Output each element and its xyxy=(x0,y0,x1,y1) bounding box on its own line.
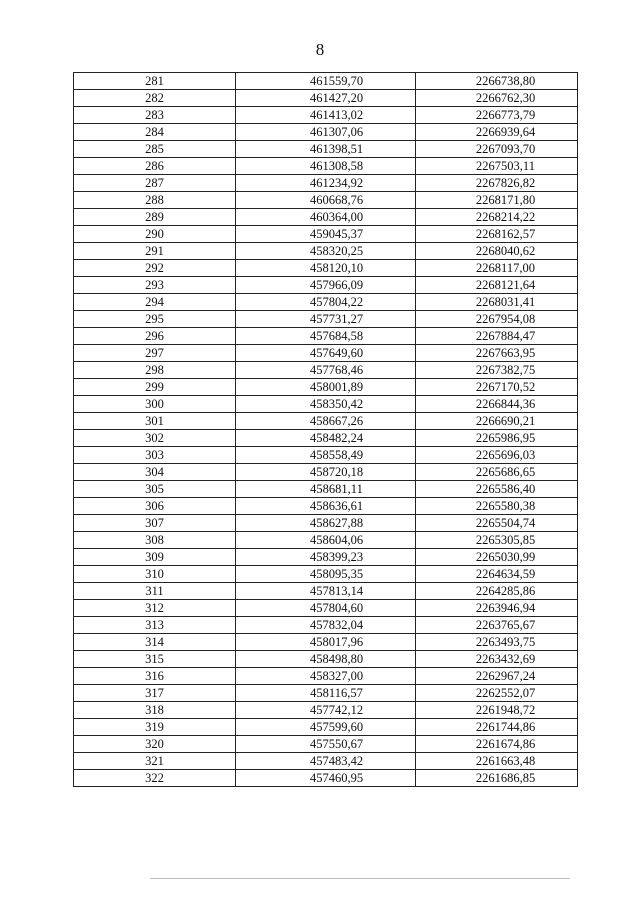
y-coordinate-cell: 2267884,47 xyxy=(416,328,578,345)
y-coordinate-cell: 2267954,08 xyxy=(416,311,578,328)
y-coordinate-cell: 2264285,86 xyxy=(416,583,578,600)
point-number-cell: 321 xyxy=(74,753,236,770)
x-coordinate-cell: 458681,11 xyxy=(236,481,416,498)
y-coordinate-cell: 2261948,72 xyxy=(416,702,578,719)
point-number-cell: 298 xyxy=(74,362,236,379)
table-row xyxy=(74,124,578,141)
point-number-cell: 312 xyxy=(74,600,236,617)
x-coordinate-cell: 457742,12 xyxy=(236,702,416,719)
coordinates-table xyxy=(73,72,578,787)
point-number-cell: 288 xyxy=(74,192,236,209)
x-coordinate-cell: 457599,60 xyxy=(236,719,416,736)
x-coordinate-cell: 458120,10 xyxy=(236,260,416,277)
x-coordinate-cell: 458095,35 xyxy=(236,566,416,583)
table-row xyxy=(74,770,578,787)
y-coordinate-cell: 2261686,85 xyxy=(416,770,578,787)
y-coordinate-cell: 2266762,30 xyxy=(416,90,578,107)
y-coordinate-cell: 2267382,75 xyxy=(416,362,578,379)
table-row xyxy=(74,345,578,362)
x-coordinate-cell: 457804,22 xyxy=(236,294,416,311)
x-coordinate-cell: 460364,00 xyxy=(236,209,416,226)
point-number-cell: 284 xyxy=(74,124,236,141)
y-coordinate-cell: 2268040,62 xyxy=(416,243,578,260)
x-coordinate-cell: 457832,04 xyxy=(236,617,416,634)
table-row xyxy=(74,243,578,260)
table-row xyxy=(74,430,578,447)
point-number-cell: 307 xyxy=(74,515,236,532)
table-row xyxy=(74,447,578,464)
y-coordinate-cell: 2268162,57 xyxy=(416,226,578,243)
table-row xyxy=(74,498,578,515)
table-row xyxy=(74,532,578,549)
point-number-cell: 315 xyxy=(74,651,236,668)
x-coordinate-cell: 457460,95 xyxy=(236,770,416,787)
table-row xyxy=(74,226,578,243)
y-coordinate-cell: 2263946,94 xyxy=(416,600,578,617)
y-coordinate-cell: 2268117,00 xyxy=(416,260,578,277)
y-coordinate-cell: 2263493,75 xyxy=(416,634,578,651)
table-row xyxy=(74,464,578,481)
y-coordinate-cell: 2266738,80 xyxy=(416,73,578,90)
point-number-cell: 311 xyxy=(74,583,236,600)
point-number-cell: 294 xyxy=(74,294,236,311)
y-coordinate-cell: 2268214,22 xyxy=(416,209,578,226)
table-row xyxy=(74,685,578,702)
y-coordinate-cell: 2263765,67 xyxy=(416,617,578,634)
table-row xyxy=(74,379,578,396)
y-coordinate-cell: 2265580,38 xyxy=(416,498,578,515)
x-coordinate-cell: 457804,60 xyxy=(236,600,416,617)
table-row xyxy=(74,362,578,379)
table-row xyxy=(74,634,578,651)
y-coordinate-cell: 2267826,82 xyxy=(416,175,578,192)
table-row xyxy=(74,481,578,498)
x-coordinate-cell: 457731,27 xyxy=(236,311,416,328)
coordinates-table-body xyxy=(74,73,578,787)
table-row xyxy=(74,753,578,770)
point-number-cell: 283 xyxy=(74,107,236,124)
point-number-cell: 314 xyxy=(74,634,236,651)
point-number-cell: 281 xyxy=(74,73,236,90)
page-number: 8 xyxy=(315,40,325,59)
x-coordinate-cell: 458604,06 xyxy=(236,532,416,549)
point-number-cell: 301 xyxy=(74,413,236,430)
table-row xyxy=(74,702,578,719)
point-number-cell: 305 xyxy=(74,481,236,498)
y-coordinate-cell: 2267663,95 xyxy=(416,345,578,362)
table-row xyxy=(74,141,578,158)
point-number-cell: 297 xyxy=(74,345,236,362)
point-number-cell: 309 xyxy=(74,549,236,566)
point-number-cell: 306 xyxy=(74,498,236,515)
y-coordinate-cell: 2261744,86 xyxy=(416,719,578,736)
table-row xyxy=(74,294,578,311)
y-coordinate-cell: 2261674,86 xyxy=(416,736,578,753)
point-number-cell: 291 xyxy=(74,243,236,260)
y-coordinate-cell: 2265686,65 xyxy=(416,464,578,481)
table-row xyxy=(74,651,578,668)
y-coordinate-cell: 2265305,85 xyxy=(416,532,578,549)
x-coordinate-cell: 457684,58 xyxy=(236,328,416,345)
x-coordinate-cell: 461559,70 xyxy=(236,73,416,90)
table-row xyxy=(74,515,578,532)
y-coordinate-cell: 2262967,24 xyxy=(416,668,578,685)
y-coordinate-cell: 2268171,80 xyxy=(416,192,578,209)
table-row xyxy=(74,73,578,90)
x-coordinate-cell: 461307,06 xyxy=(236,124,416,141)
point-number-cell: 286 xyxy=(74,158,236,175)
table-row xyxy=(74,396,578,413)
table-row xyxy=(74,260,578,277)
y-coordinate-cell: 2267093,70 xyxy=(416,141,578,158)
point-number-cell: 304 xyxy=(74,464,236,481)
point-number-cell: 318 xyxy=(74,702,236,719)
x-coordinate-cell: 458482,24 xyxy=(236,430,416,447)
table-row xyxy=(74,277,578,294)
point-number-cell: 289 xyxy=(74,209,236,226)
x-coordinate-cell: 461308,58 xyxy=(236,158,416,175)
y-coordinate-cell: 2266844,36 xyxy=(416,396,578,413)
x-coordinate-cell: 458001,89 xyxy=(236,379,416,396)
point-number-cell: 299 xyxy=(74,379,236,396)
x-coordinate-cell: 457649,60 xyxy=(236,345,416,362)
x-coordinate-cell: 457813,14 xyxy=(236,583,416,600)
table-row xyxy=(74,566,578,583)
point-number-cell: 293 xyxy=(74,277,236,294)
y-coordinate-cell: 2265986,95 xyxy=(416,430,578,447)
point-number-cell: 300 xyxy=(74,396,236,413)
y-coordinate-cell: 2268121,64 xyxy=(416,277,578,294)
table-row xyxy=(74,328,578,345)
table-row xyxy=(74,736,578,753)
x-coordinate-cell: 458399,23 xyxy=(236,549,416,566)
point-number-cell: 317 xyxy=(74,685,236,702)
x-coordinate-cell: 457550,67 xyxy=(236,736,416,753)
y-coordinate-cell: 2265586,40 xyxy=(416,481,578,498)
y-coordinate-cell: 2265696,03 xyxy=(416,447,578,464)
point-number-cell: 303 xyxy=(74,447,236,464)
table-row xyxy=(74,719,578,736)
x-coordinate-cell: 457966,09 xyxy=(236,277,416,294)
table-row xyxy=(74,158,578,175)
table-row xyxy=(74,192,578,209)
table-row xyxy=(74,209,578,226)
table-row xyxy=(74,600,578,617)
table-row xyxy=(74,175,578,192)
x-coordinate-cell: 461413,02 xyxy=(236,107,416,124)
y-coordinate-cell: 2262552,07 xyxy=(416,685,578,702)
table-row xyxy=(74,107,578,124)
table-row xyxy=(74,583,578,600)
table-row xyxy=(74,413,578,430)
point-number-cell: 295 xyxy=(74,311,236,328)
point-number-cell: 302 xyxy=(74,430,236,447)
x-coordinate-cell: 458017,96 xyxy=(236,634,416,651)
x-coordinate-cell: 458558,49 xyxy=(236,447,416,464)
x-coordinate-cell: 458116,57 xyxy=(236,685,416,702)
point-number-cell: 322 xyxy=(74,770,236,787)
bottom-divider xyxy=(150,878,570,879)
point-number-cell: 320 xyxy=(74,736,236,753)
y-coordinate-cell: 2266690,21 xyxy=(416,413,578,430)
x-coordinate-cell: 461427,20 xyxy=(236,90,416,107)
point-number-cell: 319 xyxy=(74,719,236,736)
x-coordinate-cell: 459045,37 xyxy=(236,226,416,243)
point-number-cell: 287 xyxy=(74,175,236,192)
point-number-cell: 282 xyxy=(74,90,236,107)
x-coordinate-cell: 458667,26 xyxy=(236,413,416,430)
point-number-cell: 290 xyxy=(74,226,236,243)
point-number-cell: 310 xyxy=(74,566,236,583)
y-coordinate-cell: 2266773,79 xyxy=(416,107,578,124)
y-coordinate-cell: 2261663,48 xyxy=(416,753,578,770)
table-row xyxy=(74,617,578,634)
y-coordinate-cell: 2268031,41 xyxy=(416,294,578,311)
y-coordinate-cell: 2266939,64 xyxy=(416,124,578,141)
y-coordinate-cell: 2265030,99 xyxy=(416,549,578,566)
table-row xyxy=(74,90,578,107)
x-coordinate-cell: 457768,46 xyxy=(236,362,416,379)
x-coordinate-cell: 458636,61 xyxy=(236,498,416,515)
point-number-cell: 308 xyxy=(74,532,236,549)
y-coordinate-cell: 2264634,59 xyxy=(416,566,578,583)
x-coordinate-cell: 458498,80 xyxy=(236,651,416,668)
point-number-cell: 285 xyxy=(74,141,236,158)
table-row xyxy=(74,311,578,328)
point-number-cell: 313 xyxy=(74,617,236,634)
x-coordinate-cell: 458720,18 xyxy=(236,464,416,481)
x-coordinate-cell: 461234,92 xyxy=(236,175,416,192)
x-coordinate-cell: 457483,42 xyxy=(236,753,416,770)
point-number-cell: 316 xyxy=(74,668,236,685)
point-number-cell: 296 xyxy=(74,328,236,345)
table-row xyxy=(74,668,578,685)
y-coordinate-cell: 2267503,11 xyxy=(416,158,578,175)
x-coordinate-cell: 460668,76 xyxy=(236,192,416,209)
x-coordinate-cell: 458320,25 xyxy=(236,243,416,260)
y-coordinate-cell: 2263432,69 xyxy=(416,651,578,668)
x-coordinate-cell: 458627,88 xyxy=(236,515,416,532)
x-coordinate-cell: 461398,51 xyxy=(236,141,416,158)
y-coordinate-cell: 2265504,74 xyxy=(416,515,578,532)
y-coordinate-cell: 2267170,52 xyxy=(416,379,578,396)
x-coordinate-cell: 458350,42 xyxy=(236,396,416,413)
table-row xyxy=(74,549,578,566)
x-coordinate-cell: 458327,00 xyxy=(236,668,416,685)
point-number-cell: 292 xyxy=(74,260,236,277)
